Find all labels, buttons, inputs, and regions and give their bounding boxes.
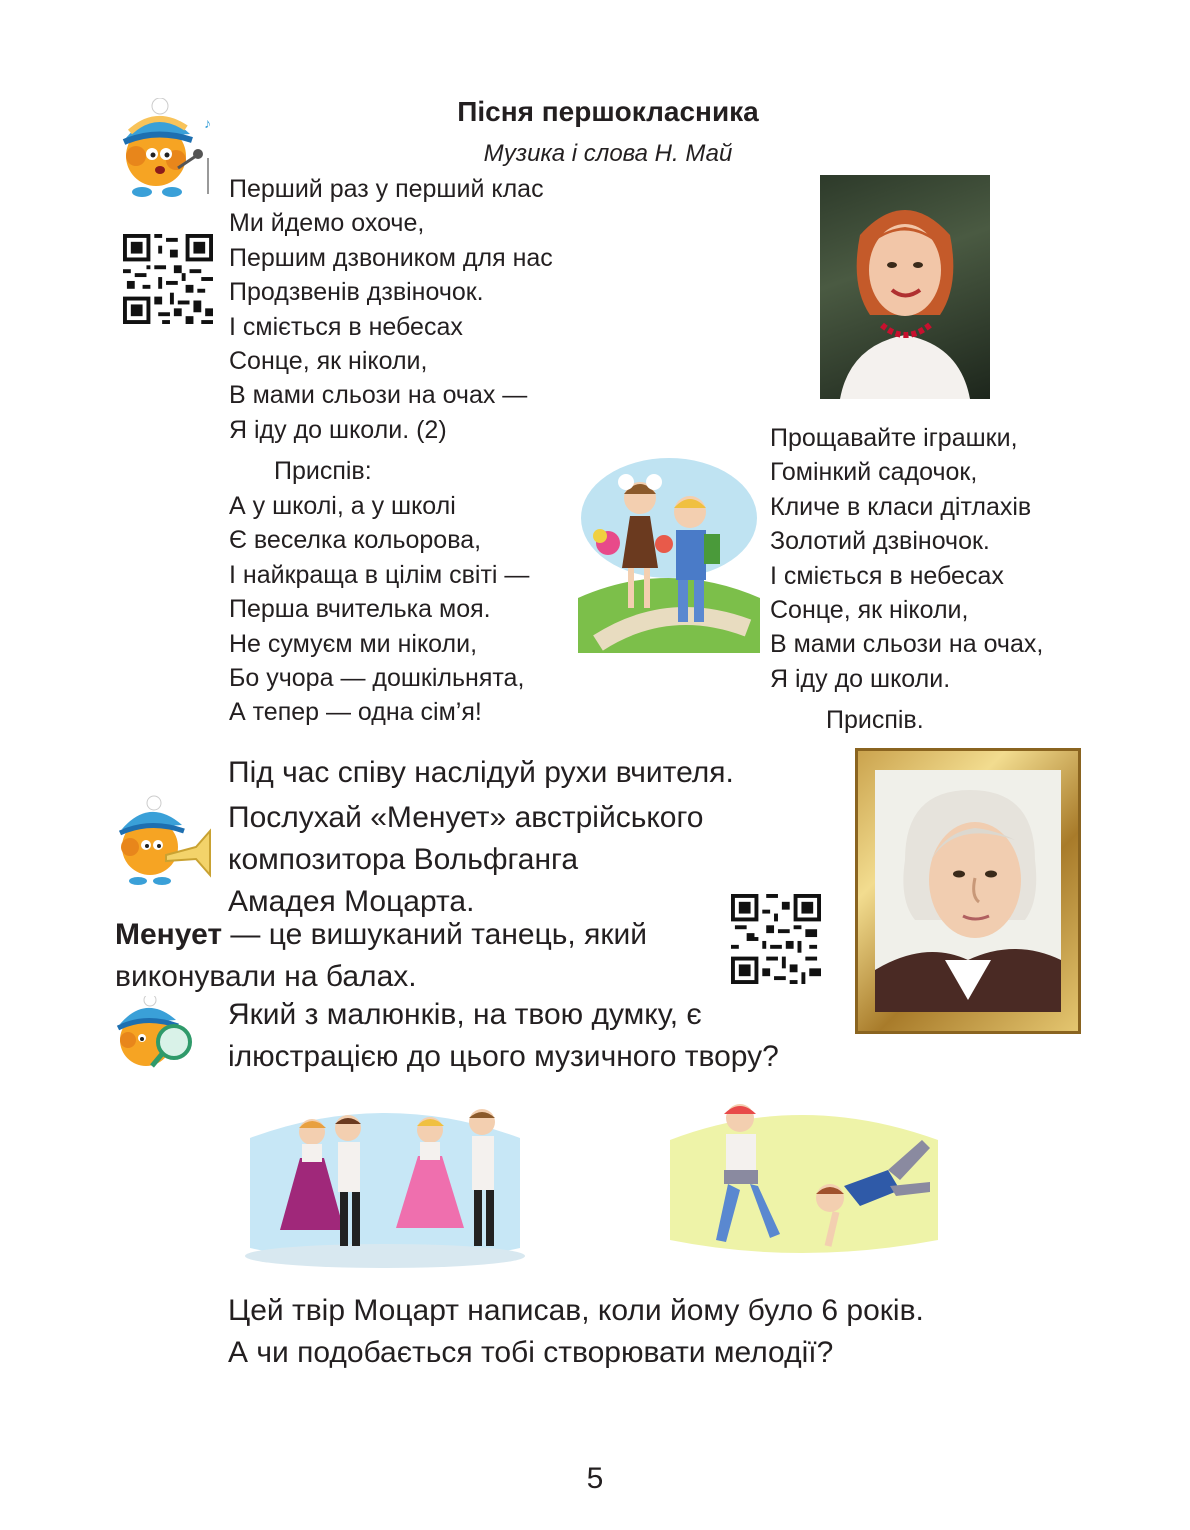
chorus-line: І найкраща в цілім світі — xyxy=(229,560,530,589)
verse-2-line: І сміється в небесах xyxy=(770,561,1004,590)
verse-2-line: Прощавайте іграшки, xyxy=(770,424,1018,452)
trumpet-mascot-icon xyxy=(110,795,216,887)
qr-code-icon xyxy=(731,894,821,984)
verse-1-line: Перший раз у перший клас xyxy=(229,175,544,203)
closing-text xyxy=(228,1290,924,1374)
chorus-line: А тепер — одна сім’я! xyxy=(229,698,482,727)
task-motion-text: Під час співу наслідуй рухи вчителя. xyxy=(228,756,734,789)
magnifier-mascot-icon xyxy=(110,996,200,1072)
chorus-line: Перша вчителька моя. xyxy=(229,595,491,624)
verse-1-line: Ми йдемо охоче, xyxy=(229,209,425,238)
task-motion xyxy=(228,752,734,794)
chorus-line: А у школі, а у школі xyxy=(229,492,456,520)
task-listen-line: композитора Вольфганга xyxy=(228,843,579,876)
schoolchildren-illustration xyxy=(578,448,760,653)
verse-1-line: Сонце, як ніколи, xyxy=(229,347,428,376)
page-number: 5 xyxy=(586,1462,604,1495)
minuet-definition xyxy=(115,914,647,998)
question xyxy=(228,994,779,1078)
chorus-line: Бо учора — дошкільнята, xyxy=(229,664,525,693)
chorus-line: Є веселка кольорова, xyxy=(229,526,482,555)
closing-line: Цей твір Моцарт написав, коли йому було 6 років. xyxy=(228,1294,924,1327)
song-title: Пісня першокласника xyxy=(457,96,759,127)
singing-mascot-icon xyxy=(112,98,216,200)
closing-line: А чи подобається тобі створювати мелодії? xyxy=(228,1336,834,1369)
qr-code-icon xyxy=(122,234,214,324)
verse-1-line: Я іду до школи. (2) xyxy=(229,415,447,444)
mozart-portrait xyxy=(875,770,1061,1012)
minuet-dancers-illustration xyxy=(240,1098,530,1272)
breakdance-illustration xyxy=(660,1090,945,1262)
chorus-label xyxy=(274,454,372,488)
svg-text:♪: ♪ xyxy=(204,115,211,131)
verse-2-line: Кличе в класи дітлахів xyxy=(770,492,1032,521)
song-authors: Музика і слова Н. Май xyxy=(483,140,733,167)
verse-1-line: І сміється в небесах xyxy=(229,312,463,341)
singer-portrait xyxy=(820,175,990,399)
task-listen xyxy=(228,797,703,923)
question-line: Який з малюнків, на твою думку, є xyxy=(228,998,702,1031)
verse-1-line: Першим дзвоником для нас xyxy=(229,243,553,272)
task-listen-line: Амадея Моцарта. xyxy=(228,885,475,918)
verse-2 xyxy=(770,421,1043,696)
verse-1-line: Продзвенів дзвіночок. xyxy=(229,278,484,307)
question-line: ілюстрацією до цього музичного твору? xyxy=(228,1040,779,1073)
verse-1-line: В мами сльози на очах — xyxy=(229,381,528,410)
verse-2-line: Сонце, як ніколи, xyxy=(770,596,969,625)
mozart-portrait-frame xyxy=(855,748,1081,1034)
verse-2-line: Золотий дзвіночок. xyxy=(770,527,990,556)
task-listen-line: Послухай «Менует» австрійського xyxy=(228,801,704,834)
chorus-line: Не сумуєм ми ніколи, xyxy=(229,629,478,658)
chorus-end xyxy=(826,703,924,737)
verse-2-line: Гомінкий садочок, xyxy=(770,458,978,487)
chorus-label-text: Приспів: xyxy=(274,457,372,485)
definition-term: Менует xyxy=(115,918,223,951)
verse-1 xyxy=(229,172,553,447)
chorus-end-text: Приспів. xyxy=(826,706,924,734)
chorus xyxy=(229,489,529,730)
definition-line-1: — це вишуканий танець, який xyxy=(222,918,647,951)
definition-line-2: виконували на балах. xyxy=(115,960,417,993)
verse-2-line: Я іду до школи. xyxy=(770,664,951,693)
verse-2-line: В мами сльози на очах, xyxy=(770,630,1044,659)
